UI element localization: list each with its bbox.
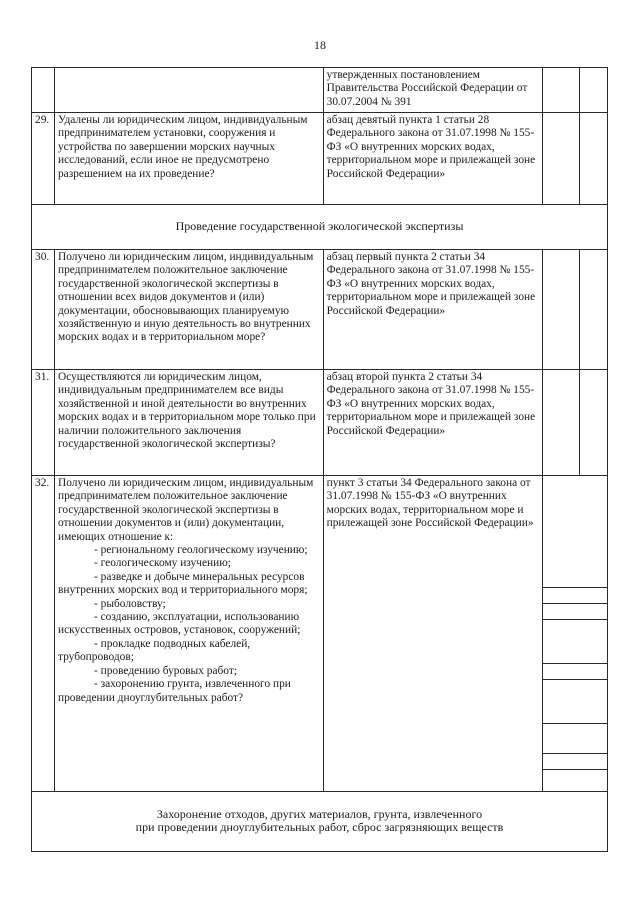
question-option: - разведке и добыче минеральных ресурсов внутренних морских вод и территориального моря; xyxy=(57,570,308,597)
note-cell xyxy=(579,113,607,205)
checklist-table xyxy=(31,67,608,852)
number-cell xyxy=(32,68,55,113)
reference-cell: утвержденных постановлением Правительства Российской Федерации от 30.07.2004 № 391 xyxy=(323,68,543,113)
question-option: - созданию, эксплуатации, использованию искусственных островов, установок, сооружений; xyxy=(57,611,301,637)
question-cell xyxy=(54,68,323,113)
row-number: 31. xyxy=(32,370,55,476)
reference-cell: абзац второй пункта 2 статьи 34 Федерального закона от 31.07.1998 № 155-ФЗ «О внутренних морских водах, территориальном море и прилежащей зоне Российской Федерации» xyxy=(323,370,543,476)
answer-cell xyxy=(543,619,578,663)
question-option: - прокладке подводных кабелей, трубопроводов; xyxy=(57,637,251,664)
question-option: - рыболовству; xyxy=(93,597,166,610)
table-row xyxy=(32,476,608,792)
row-number: 30. xyxy=(32,250,55,370)
question-option: - региональному геологическому изучению; xyxy=(93,544,308,557)
note-cell xyxy=(579,68,607,113)
question-intro: Получено ли юридическим лицом, индивидуальным предпринимателем положительное заключение государственной экологической экспертизы в отношении документов и (или) документации, имеющих отношение к: xyxy=(57,477,314,543)
question-cell: Осуществляются ли юридическим лицом, индивидуальным предпринимателем все виды хозяйственной и иной деятельности во внутренних морских водах и в территориальном море только при наличии положительного заключения государственной экологической экспертизы? xyxy=(54,370,323,476)
answer-cell xyxy=(543,753,578,769)
reference-cell: пункт 3 статьи 34 Федерального закона от 31.07.1998 № 155-ФЗ «О внутренних морских водах, территориальном море и прилежащей зоне Российской Федерации» xyxy=(323,476,543,792)
note-cell xyxy=(578,723,607,753)
reference-cell: абзац девятый пункта 1 статьи 28 Федерального закона от 31.07.1998 № 155-ФЗ «О внутренних морских водах, территориальном море и прилежащей зоне Российской Федерации» xyxy=(323,113,543,205)
section-header-row xyxy=(32,792,608,852)
page-number: 18 xyxy=(314,38,326,52)
answer-cell xyxy=(543,250,580,370)
note-cell xyxy=(578,603,607,619)
question-option: - захоронению грунта, извлеченного при проведении дноуглубительных работ? xyxy=(57,678,291,704)
section-title: Проведение государственной экологической экспертизы xyxy=(32,205,608,250)
reference-cell: абзац первый пункта 2 статьи 34 Федерального закона от 31.07.1998 № 155-ФЗ «О внутренних морских водах, территориальном море и прилежащей зоне Российской Федерации» xyxy=(323,250,543,370)
answer-cell xyxy=(543,769,578,770)
answer-cell xyxy=(543,476,578,587)
table-row xyxy=(32,250,608,370)
answer-cell xyxy=(543,663,578,679)
answer-subtable xyxy=(543,476,607,770)
answer-cell xyxy=(543,603,578,619)
answer-cell xyxy=(543,68,580,113)
table-row xyxy=(32,113,608,205)
row-number: 29. xyxy=(32,113,55,205)
answer-cell xyxy=(543,723,578,753)
answer-cell xyxy=(543,370,580,476)
question-cell xyxy=(54,476,323,792)
answer-cell xyxy=(543,679,578,723)
note-cell xyxy=(579,250,607,370)
note-cell xyxy=(578,679,607,723)
row-number: 32. xyxy=(32,476,55,792)
answer-cell xyxy=(543,113,580,205)
note-cell xyxy=(578,587,607,603)
question-option: - проведению буровых работ; xyxy=(93,664,237,677)
section-title: Захоронение отходов, других материалов, грунта, извлеченного при проведении дноуглубительных работ, сброс загрязняющих веществ xyxy=(32,792,608,852)
note-cell xyxy=(578,663,607,679)
section-header-row xyxy=(32,205,608,250)
question-option: - геологическому изучению; xyxy=(93,557,231,570)
note-cell xyxy=(578,476,607,587)
question-cell: Удалены ли юридическим лицом, индивидуальным предпринимателем установки, сооружения и устройства по завершении морских научных исследований, если иное не предусмотрено разрешением на их проведение? xyxy=(54,113,323,205)
answer-subgrid xyxy=(543,476,608,792)
note-cell xyxy=(578,753,607,769)
note-cell xyxy=(579,370,607,476)
question-cell: Получено ли юридическим лицом, индивидуальным предпринимателем положительное заключение государственной экологической экспертизы в отношении всех видов документов и (или) документации, обосновывающих планируемую хозяйственную и иную деятельность во внутренних морских водах и в территориальном море? xyxy=(54,250,323,370)
table-row xyxy=(32,370,608,476)
note-cell xyxy=(578,769,607,770)
answer-cell xyxy=(543,587,578,603)
table-row xyxy=(32,68,608,113)
note-cell xyxy=(578,619,607,663)
